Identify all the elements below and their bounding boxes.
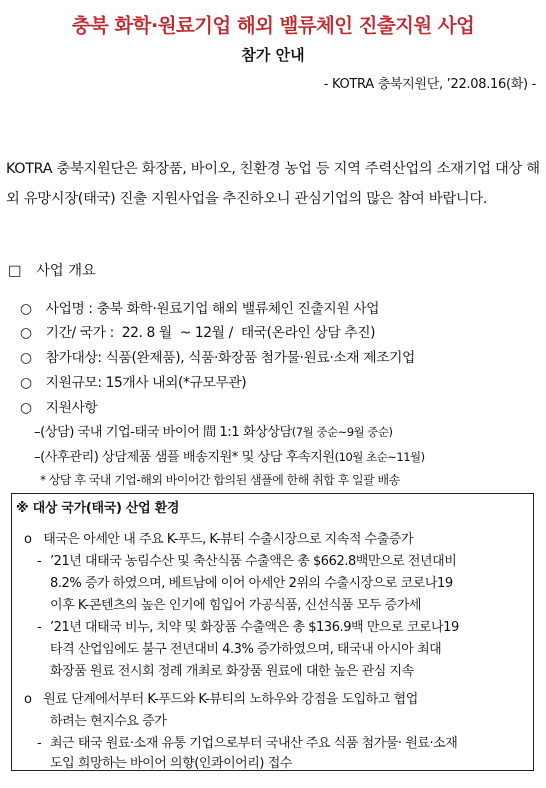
box-bullet-2: ο 원료 단계에서부터 K-푸드와 K-뷰티의 노하우와 강점을 도입하고 협업 [24,692,418,707]
box-detail-2-line-2: 타격 산업임에도 불구 전년대비 4.3% 증가하였으며, 태국내 아시아 최대 [50,642,442,657]
item-text: 지원사항 [45,400,98,416]
circle-bullet-icon: ο [24,532,32,547]
box-detail-1-line-3: 이후 K-콘텐츠의 높은 인기에 힘입어 가공식품, 신선식품 모두 증가세 [50,598,422,613]
support-line-consulting: –(상담) 국내 기업-태국 바이어 間 1:1 화상상담(7월 중순~9월 중순) [34,425,393,440]
item-text: 사업명 : 충북 화학·원료기업 해외 밸류체인 진출지원 사업 [45,301,380,317]
item-text: 참가대상: 식품(완제품), 식품·화장품 첨가물·원료·소재 제조기업 [45,350,415,366]
overview-item-support [20,396,97,416]
section-heading [8,260,96,280]
box-bullet-1: ο 태국은 아세안 내 주요 K-푸드, K-뷰티 수출시장으로 지속적 수출증가 [24,532,414,547]
circle-bullet-icon: ○ [20,350,32,366]
box-detail-1-line-1: - ’21년 대태국 농림수산 및 축산식품 수출액은 총 $662.8백만으로 전년대비 [37,554,457,569]
overview-item-period [20,321,375,341]
box-bullet-2-line-2: 하려는 현지수요 증가 [50,714,167,729]
circle-bullet-icon: ○ [20,400,32,416]
page-title: 충북 화학·원료기업 해외 밸류체인 진출지원 사업 [71,14,475,37]
box-detail-2-line-1: - ’21년 대태국 비누, 치약 및 화장품 수출액은 총 $136.9백 만으로 코로나19 [37,620,459,635]
box-detail-1-line-2: 8.2% 증가 하였으며, 베트남에 이어 아세안 2위의 수출시장으로 코로나19 [50,576,453,591]
dash-marker: - [37,620,42,635]
byline: - KOTRA 충북지원단, ’22.08.16(화) - [323,77,536,92]
dash-marker: - [37,736,42,751]
box-detail-3-line-2: 도입 희망하는 바이어 의향(인콰이어리) 접수 [50,756,292,771]
intro-paragraph: KOTRA 충북지원단은 화장품, 바이오, 친환경 농업 등 지역 주력산업의 소재기업 대상 해외 유망시장(태국) 진출 지원사업을 추진하오니 관심기업의 많은 참여 바랍니다. [6,161,540,207]
item-text: 지원규모: 15개사 내외(*규모무관) [45,375,247,391]
support-footnote: * 상담 후 국내 기업-해외 바이어간 합의된 샘플에 한해 취합 후 일괄 배송 [40,473,400,487]
page-subtitle: 참가 안내 [241,46,305,64]
box-detail-2-line-3: 화장품 원료 전시회 정례 개최로 화장품 원료에 대한 높은 관심 지속 [50,664,414,679]
circle-bullet-icon: ο [24,692,32,707]
overview-item-target [20,346,415,366]
overview-item-scale [20,371,246,391]
item-text: 기간/ 국가 : 22. 8 월 ~ 12월 / 태국(온라인 상담 추진) [45,325,376,341]
dash-marker: - [37,554,42,569]
overview-item-name [20,297,379,317]
circle-bullet-icon: ○ [20,325,32,341]
box-detail-3-line-1: - 최근 태국 원료·소재 유통 기업으로부터 국내산 주요 식품 첨가물· 원료·소재 [37,736,458,751]
support-line-followup: –(사후관리) 상담제품 샘플 배송지원* 및 상담 후속지원(10월 초순~11월) [34,450,425,465]
checkbox-square-icon: □ [8,263,22,279]
circle-bullet-icon: ○ [20,301,32,317]
section-heading-label: 사업 개요 [36,263,96,279]
circle-bullet-icon: ○ [20,375,32,391]
box-heading: ※ 대상 국가(태국) 산업 환경 [16,501,180,516]
